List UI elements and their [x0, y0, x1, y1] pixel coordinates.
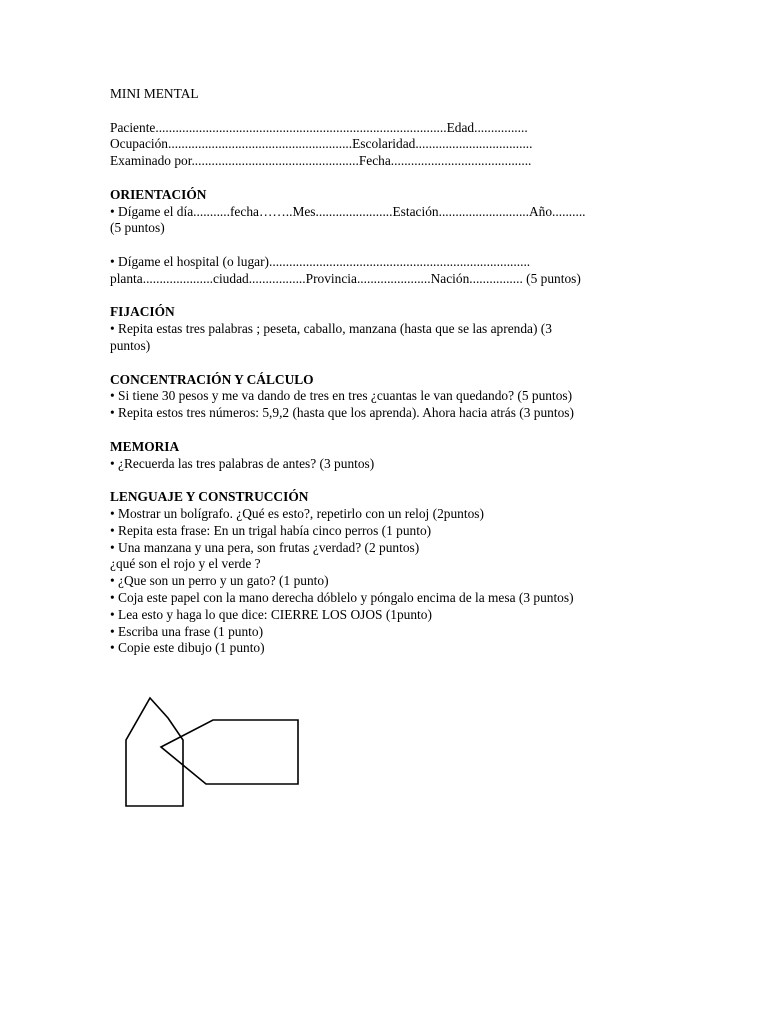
list-item-continuation: (5 puntos) [110, 220, 165, 236]
list-item: • Dígame el día...........fecha……..Mes.......................Estación...........................Año.......... [110, 204, 670, 221]
occupation-line: Ocupación.......................................................Escolaridad................................... [110, 136, 533, 152]
list-item-continuation: planta.....................ciudad.................Provincia......................Nación................ (5 puntos) [110, 270, 581, 286]
list-item: • ¿Que son un perro y un gato? (1 punto) [110, 573, 670, 590]
document-page [110, 86, 670, 657]
patient-line: Paciente.......................................................................................Edad................ [110, 119, 528, 135]
list-item-continuation: ¿qué son el rojo y el verde ? [110, 556, 261, 572]
list-item: • Escriba una frase (1 punto) [110, 624, 670, 641]
list-item: • Repita estas tres palabras ; peseta, caballo, manzana (hasta que se las aprenda) (3 [110, 321, 670, 338]
pentagons-drawing [118, 692, 308, 814]
section-heading-lenguaje: LENGUAJE Y CONSTRUCCIÓN [110, 489, 309, 505]
list-item: • Mostrar un bolígrafo. ¿Qué es esto?, repetirlo con un reloj (2puntos) [110, 506, 670, 523]
list-item: • ¿Recuerda las tres palabras de antes? (3 puntos) [110, 456, 670, 473]
list-item: • Copie este dibujo (1 punto) [110, 640, 670, 657]
right-pentagon [161, 720, 298, 784]
list-item: • Repita esta frase: En un trigal había cinco perros (1 punto) [110, 523, 670, 540]
list-item: • Lea esto y haga lo que dice: CIERRE LOS OJOS (1punto) [110, 607, 670, 624]
examiner-line: Examinado por..................................................Fecha.......................................... [110, 153, 532, 169]
list-item: • Repita estos tres números: 5,9,2 (hasta que los aprenda). Ahora hacia atrás (3 puntos) [110, 405, 670, 422]
list-item-continuation: puntos) [110, 337, 151, 353]
left-pentagon [126, 698, 183, 806]
section-heading-fijacion: FIJACIÓN [110, 304, 175, 320]
list-item: • Dígame el hospital (o lugar).............................................................................. [110, 254, 670, 271]
section-heading-memoria: MEMORIA [110, 438, 180, 454]
section-heading-orientacion: ORIENTACIÓN [110, 186, 207, 202]
section-heading-concentracion: CONCENTRACIÓN Y CÁLCULO [110, 371, 314, 387]
list-item: • Una manzana y una pera, son frutas ¿verdad? (2 puntos) [110, 540, 670, 557]
list-item: • Coja este papel con la mano derecha dóblelo y póngalo encima de la mesa (3 puntos) [110, 590, 670, 607]
document-title: MINI MENTAL [110, 86, 199, 101]
list-item: • Si tiene 30 pesos y me va dando de tres en tres ¿cuantas le van quedando? (5 puntos) [110, 388, 670, 405]
